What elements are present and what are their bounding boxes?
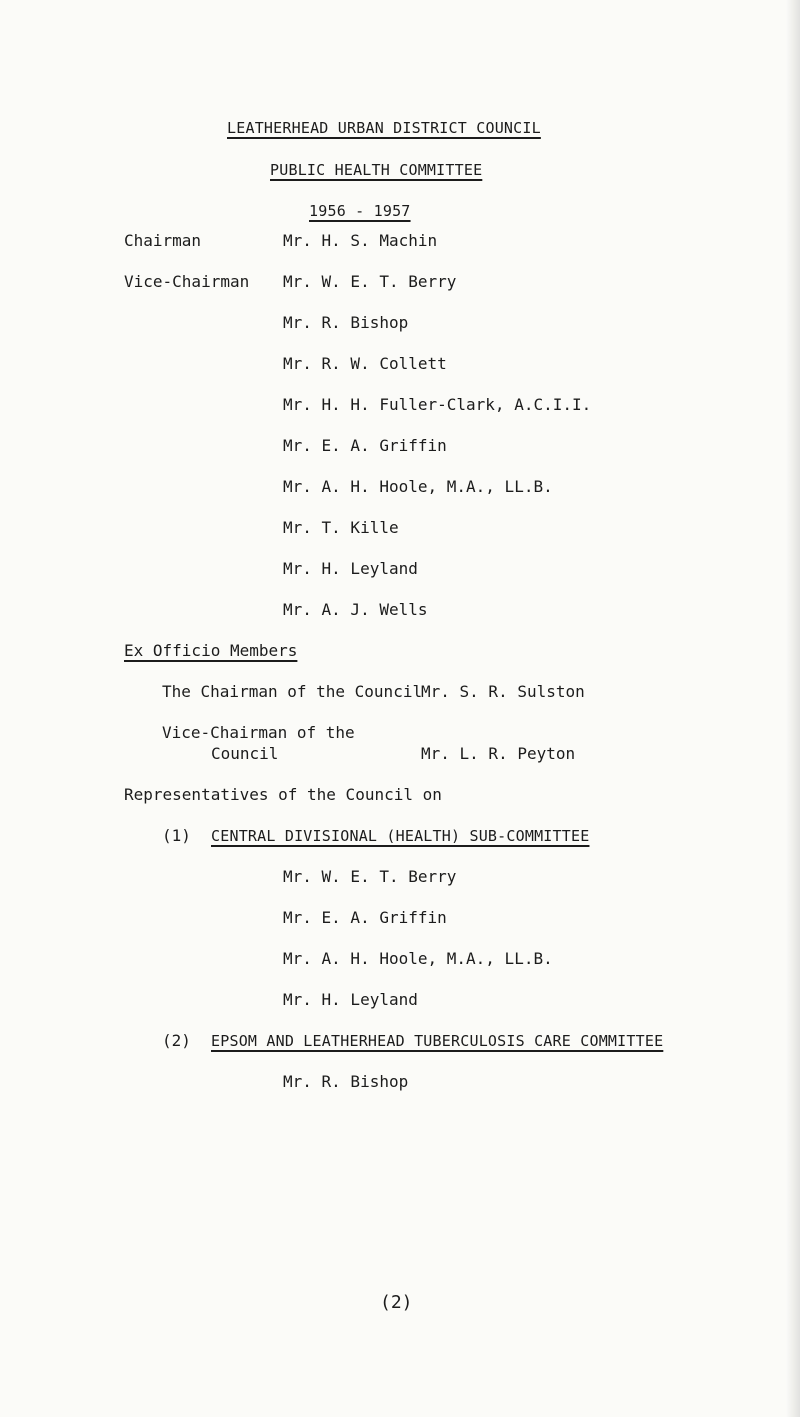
member-name: Mr. R. Bishop [283,313,409,332]
council-vice-label: Council [211,744,279,763]
council-vice-name: Mr. L. R. Peyton [421,744,576,763]
committee-title: CENTRAL DIVISIONAL (HEALTH) SUB-COMMITTEE [211,827,590,845]
chairman-label: Chairman [124,231,202,250]
committee-title: EPSOM AND LEATHERHEAD TUBERCULOSIS CARE COMMITTEE [211,1032,664,1050]
chairman-name: Mr. H. S. Machin [283,231,438,250]
member-name: Mr. E. A. Griffin [283,908,447,927]
committee-title: PUBLIC HEALTH COMMITTEE [270,161,483,179]
member-name: Mr. A. H. Hoole, M.A., LL.B. [283,477,553,496]
member-name: Mr. R. W. Collett [283,354,447,373]
council-chairman-label: The Chairman of the Council [162,682,423,701]
vice-chairman-label: Vice-Chairman [124,272,250,291]
member-name: Mr. R. Bishop [283,1072,409,1091]
member-name: Mr. H. Leyland [283,559,418,578]
page-number: (2) [380,1292,413,1313]
member-name: Mr. A. H. Hoole, M.A., LL.B. [283,949,553,968]
vice-chairman-name: Mr. W. E. T. Berry [283,272,457,291]
council-vice-label: Vice-Chairman of the [162,723,355,742]
page-edge-shadow [786,0,800,1417]
ex-officio-heading: Ex Officio Members [124,641,298,660]
member-name: Mr. H. Leyland [283,990,418,1009]
member-name: Mr. T. Kille [283,518,399,537]
member-name: Mr. E. A. Griffin [283,436,447,455]
council-title: LEATHERHEAD URBAN DISTRICT COUNCIL [227,119,541,137]
representatives-heading: Representatives of the Council on [124,785,442,804]
years-title: 1956 - 1957 [309,202,411,220]
member-name: Mr. H. H. Fuller-Clark, A.C.I.I. [283,395,592,414]
member-name: Mr. A. J. Wells [283,600,428,619]
member-name: Mr. W. E. T. Berry [283,867,457,886]
council-chairman-name: Mr. S. R. Sulston [421,682,585,701]
committee-number: (2) [162,1031,191,1050]
committee-number: (1) [162,826,191,845]
